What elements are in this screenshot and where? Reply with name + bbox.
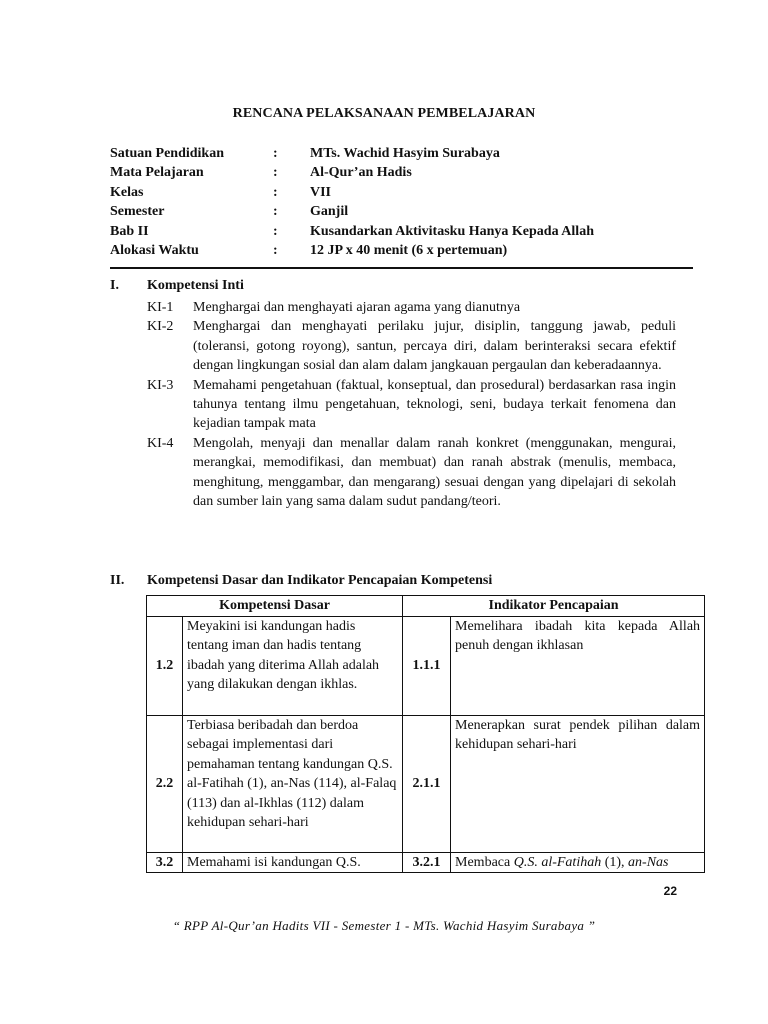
competency-table: [146, 595, 705, 873]
ki-text: Menghargai dan menghayati perilaku jujur, disiplin, tanggung jawab, peduli (toleransi, gotong royong), santun, percaya diri, dalam berinteraksi secara efektif dengan lingkungan sosial dan alam dalam jangkauan pergaulan dan keberadaannya.: [193, 319, 676, 374]
ki-text: Menghargai dan menghayati ajaran agama yang dianutnya: [193, 300, 521, 315]
section-number: I.: [110, 278, 119, 293]
section-number: II.: [110, 573, 125, 588]
page-footer: “ RPP Al-Qur’an Hadits VII - Semester 1 - MTs. Wachid Hasyim Surabaya ”: [172, 918, 596, 933]
meta-colon: :: [273, 184, 278, 200]
ki-text: Memahami pengetahuan (faktual, konseptual, dan prosedural) berdasarkan rasa ingin tahunya tentang ilmu pengetahuan, teknologi, seni, budaya terkait fenomena dan kejadian tampak mata: [193, 377, 676, 432]
meta-row: [110, 241, 594, 260]
ki-code: KI-1: [147, 300, 174, 315]
list-item: [147, 298, 676, 317]
meta-value: VII: [310, 184, 332, 200]
ki-code: KI-3: [147, 377, 174, 393]
surah-name: an-Nas: [628, 855, 669, 870]
list-item: [147, 317, 676, 375]
meta-value: Ganjil: [310, 204, 349, 220]
table-header-row: [147, 596, 705, 617]
core-competency-list: [147, 298, 676, 511]
meta-row: [110, 222, 594, 241]
indicator-description: [451, 853, 705, 873]
indicator-code: 3.2.1: [403, 853, 451, 873]
meta-row: [110, 202, 594, 221]
column-header-indicator: Indikator Pencapaian: [403, 596, 705, 617]
identity-table: [110, 144, 594, 260]
table-row: [147, 716, 705, 853]
section-title: Kompetensi Dasar dan Indikator Pencapaian Kompetensi: [147, 573, 493, 588]
kd-description: Meyakini isi kandungan hadis tentang iman dan hadis tentang ibadah yang diterima Allah adalah yang dilakukan dengan ikhlas.: [183, 617, 403, 716]
meta-label: Kelas: [110, 184, 144, 200]
meta-label: Bab II: [110, 223, 149, 239]
meta-label: Semester: [110, 204, 165, 220]
meta-value: 12 JP x 40 menit (6 x pertemuan): [310, 242, 508, 258]
meta-row: [110, 163, 594, 182]
meta-row: [110, 144, 594, 163]
indicator-code: 1.1.1: [403, 617, 451, 716]
kd-description: Terbiasa beribadah dan berdoa sebagai implementasi dari pemahaman tentang kandungan Q.S. al-Fatihah (1), an-Nas (114), al-Falaq (113) dan al-Ikhlas (112) dalam kehidupan sehari-hari: [183, 716, 403, 853]
kd-code: 3.2: [147, 853, 183, 873]
meta-row: [110, 183, 594, 202]
ki-code: KI-4: [147, 435, 174, 451]
meta-colon: :: [273, 242, 278, 258]
document-title: RENCANA PELAKSANAAN PEMBELAJARAN: [232, 106, 536, 121]
kd-code: 1.2: [147, 617, 183, 716]
meta-value: MTs. Wachid Hasyim Surabaya: [310, 146, 500, 161]
meta-value: Kusandarkan Aktivitasku Hanya Kepada Allah: [310, 223, 594, 239]
table-row: [147, 617, 705, 716]
table-row: [147, 853, 705, 873]
surah-name: Q.S. al-Fatihah: [513, 855, 602, 870]
indicator-text-part: (1),: [601, 855, 629, 870]
meta-colon: :: [273, 146, 278, 161]
list-item: [147, 434, 676, 512]
meta-label: Mata Pelajaran: [110, 165, 204, 181]
page-number: 22: [663, 884, 677, 898]
meta-label: Satuan Pendidikan: [110, 146, 224, 161]
column-header-kd: Kompetensi Dasar: [147, 596, 403, 617]
kd-description: Memahami isi kandungan Q.S.: [183, 853, 403, 873]
ki-text: Mengolah, menyaji dan menallar dalam ranah konkret (menggunakan, mengurai, merangkai, memodifikasi, dan membuat) dan ranah abstrak (menulis, membaca, menghitung, menggambar, dan mengarang) sesuai dengan yang dipelajari di sekolah dan sumber lain yang sama dalam sudut pandang/teori.: [193, 435, 676, 510]
indicator-text-part: Membaca: [455, 855, 514, 870]
meta-colon: :: [273, 204, 278, 220]
divider-line: [110, 267, 693, 269]
section-title: Kompetensi Inti: [147, 278, 244, 293]
indicator-description: Memelihara ibadah kita kepada Allah penuh dengan ikhlasan: [451, 617, 705, 716]
list-item: [147, 376, 676, 434]
ki-code: KI-2: [147, 319, 174, 335]
meta-value: Al-Qur’an Hadis: [310, 165, 412, 181]
meta-label: Alokasi Waktu: [110, 242, 199, 258]
meta-colon: :: [273, 165, 278, 181]
indicator-code: 2.1.1: [403, 716, 451, 853]
meta-colon: :: [273, 223, 278, 239]
kd-code: 2.2: [147, 716, 183, 853]
indicator-description: Menerapkan surat pendek pilihan dalam kehidupan sehari-hari: [451, 716, 705, 853]
